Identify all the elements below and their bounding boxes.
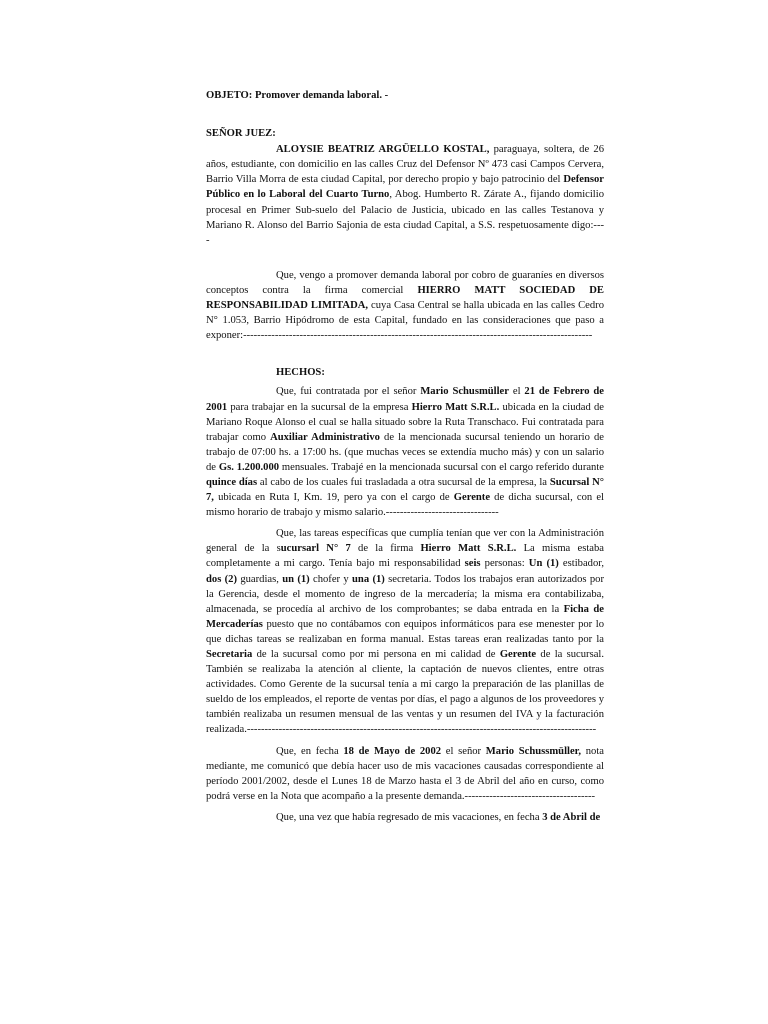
hechos_2-run: Que, las tareas específicas que cumplía tenían que ver con la Administración general de la s — [206, 528, 604, 555]
hechos_2-run: dos (2) — [206, 573, 237, 585]
document-page — [206, 88, 604, 825]
hechos_1-run: Que, fui contratada por el señor — [276, 386, 421, 398]
hechos_1-run: Sucursal N° 7, — [206, 476, 604, 504]
intro-run: paraguaya, soltera, de 26 años, estudiante, con domicilio en las calles Cruz del Defensor Nº 473 casi Campos Cervera, Barrio Villa Morra de esta ciudad Capital, por derecho propio y bajo patrocinio del — [206, 144, 604, 186]
salutation: SEÑOR JUEZ: — [206, 128, 276, 140]
hechos_1-run: Gerente — [453, 492, 491, 504]
hechos_4-run: Que, una vez que había regresado de mis vacaciones, en fecha — [276, 811, 543, 823]
hechos-paragraph-4 — [206, 810, 604, 825]
hechos_3-run: Que, en fecha — [276, 745, 344, 757]
hechos_2-run: Un (1) — [528, 558, 559, 570]
hechos_2-run: ucursarl N° 7 — [280, 543, 351, 555]
hechos_2-run: un (1) — [282, 573, 310, 585]
hechos_1-run: de dicha sucursal, con el mismo horario de trabajo y mismo salario.-------------------------------- — [206, 492, 604, 519]
objeto-heading: OBJETO: Promover demanda laboral. - — [206, 90, 389, 101]
hechos_1-run: Auxiliar Administrativo — [270, 431, 380, 443]
hechos_1-run: 21 de Febrero de 2001 — [206, 386, 604, 413]
hechos-paragraph-3 — [206, 744, 604, 804]
que_vengo-run: cuya Casa Central se halla ubicada en las calles Cedro N° 1.053, Barrio Hipódromo de esta Capital, fundado en las consideraciones que paso a exponer:--------------------------------------------------------------------------------------------------- — [206, 300, 604, 342]
hechos_1-run: para trabajar en la sucursal de la empresa — [227, 401, 412, 413]
hechos_2-run: secretaria. Todos los trabajos eran autorizados por la Gerencia, desde el momento de ingreso de la mercadería; la misma era contabilizaba, almacenada, se procedía al archivo de los comprobantes; se daba entrada en la — [206, 573, 604, 615]
hechos_3-run: 18 de Mayo de 2002 — [343, 745, 442, 757]
hechos_2-run: estibador, — [558, 558, 604, 570]
hechos_1-run: quince días — [206, 476, 258, 488]
hechos_2-run: una (1) — [352, 573, 385, 585]
hechos-paragraph-2 — [206, 526, 604, 737]
hechos_2-run: de la sucursal. También se realizaba la atención al cliente, la captación de nuevos clientes, entre otras actividades. Como Gerente de la sucursal tenía a mi cargo la preparación de las planillas de sueldo de los empleados, el reporte de ventas por días, el pago a algunos de los proveedores y también realizaba un resumen mensual de las ventas y un resumen del IVA y la facturación realizada.--------------------------------------------------------------------------------------------------- — [206, 649, 605, 736]
intro-run: Defensor Público en lo Laboral del Cuarto Turno — [206, 174, 604, 201]
hechos_1-run: al cabo de los cuales fui trasladada a otra sucursal de la empresa, la — [257, 476, 550, 488]
hechos_2-run: Hierro Matt S.R.L. — [420, 543, 517, 555]
hechos_1-run: mensuales. Trabajé en la mencionada sucursal con el cargo referido durante — [279, 461, 604, 473]
hechos_2-run: personas: — [480, 558, 529, 570]
hechos_1-run: ubicada en la ciudad de Mariano Roque Alonso el cual se halla situado sobre la Ruta Transchaco. Fui contratada para trabajar como — [206, 401, 604, 443]
que_vengo-run: HIERRO MATT SOCIEDAD DE RESPONSABILIDAD LIMITADA, — [206, 284, 605, 312]
hechos_2-run: Ficha de Mercaderías — [206, 603, 604, 630]
hechos_4-run: 3 de Abril de — [542, 811, 601, 823]
demand-paragraph — [206, 268, 604, 343]
hechos-paragraph-1 — [206, 384, 604, 520]
hechos_3-run: el señor — [441, 745, 486, 757]
hechos_1-run: el — [508, 386, 525, 398]
hechos_1-run: Hierro Matt S.R.L. — [411, 401, 500, 413]
hechos_2-run: puesto que no contábamos con equipos informáticos para ese menester por lo que dichas tareas se realizaban en forma manual. Estas tareas eran realizadas tanto por la — [206, 618, 604, 645]
hechos_2-run: de la firma — [350, 543, 421, 555]
intro-paragraph — [206, 142, 604, 248]
que_vengo-run: Que, vengo a promover demanda laboral por cobro de guaraníes en diversos conceptos contra la firma comercial — [206, 269, 604, 296]
intro-run: ALOYSIE BEATRIZ ARGÜELLO KOSTAL, — [276, 144, 490, 156]
hechos_2-run: seis — [464, 558, 481, 570]
hechos_2-run: La misma estaba completamente a mi cargo. Tenía bajo mi responsabilidad — [206, 543, 605, 570]
hechos_1-run: Gs. 1.200.000 — [218, 461, 280, 473]
hechos_1-run: de la mencionada sucursal teniendo un horario de trabajo de 07:00 hs. a 17:00 hs. (que muchas veces se extendía mucho más) y con un salario de — [206, 431, 604, 473]
hechos_2-run: chofer y — [309, 573, 353, 585]
hechos_2-run: guardias, — [237, 573, 283, 585]
hechos_1-run: Mario Schusmüller — [420, 386, 509, 398]
hechos-heading: HECHOS: — [276, 367, 325, 379]
hechos_1-run: ubicada en Ruta I, Km. 19, pero ya con el cargo de — [213, 492, 454, 504]
hechos_2-run: de la sucursal como por mi persona en mi calidad de — [252, 649, 500, 660]
hechos_3-run: Mario Schussmüller, — [485, 745, 582, 757]
intro-run: , Abog. Humberto R. Zárate A., fijando domicilio procesal en Primer Sub-suelo del Palacio de Justicia, ubicado en las calles Testanova y Mariano R. Alonso del Barrio Sajonia de esta ciudad Capital, a S.S. respetuosamente digo:---- — [206, 189, 604, 246]
hechos_2-run: Secretaria — [206, 649, 253, 660]
hechos_2-run: Gerente — [499, 649, 537, 660]
hechos_3-run: nota mediante, me comunicó que debía hacer uso de mis vacaciones causadas correspondiente al período 2001/2002, desde el Lunes 18 de Marzo hasta el 3 de Abril del año en curso, como podrá verse en la Nota que acompaño a la presente demanda.------------------------------------- — [206, 745, 604, 802]
